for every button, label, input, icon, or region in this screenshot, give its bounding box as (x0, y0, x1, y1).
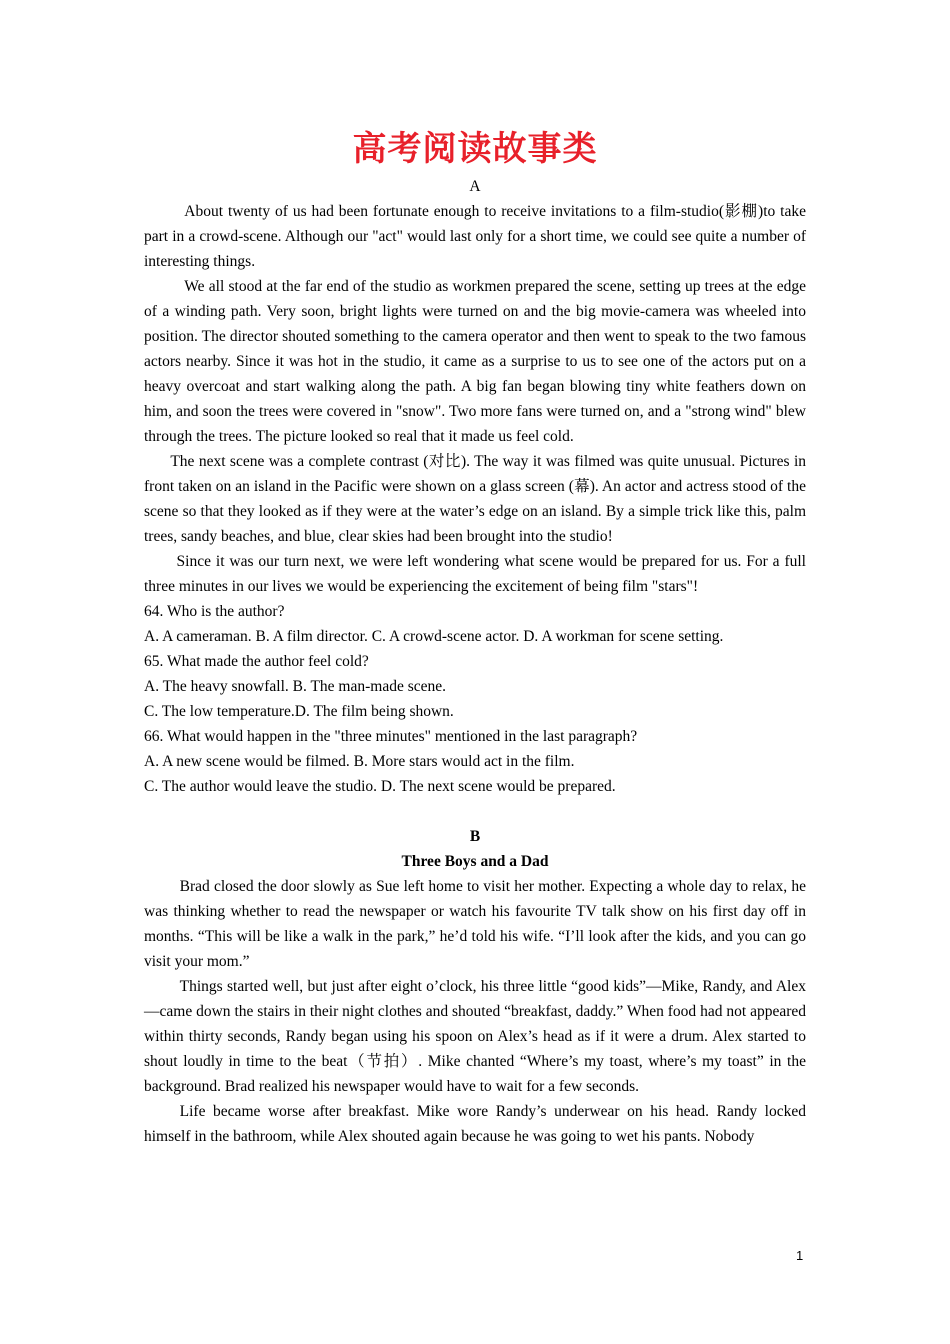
question-65-options: C. The low temperature.D. The film being shown. (144, 703, 454, 720)
page-title: 高考阅读故事类 (352, 131, 598, 168)
section-b-heading: Three Boys and a Dad (401, 853, 549, 870)
section-a-paragraph: The next scene was a complete contrast (对比). The way it was filmed was quite unusual. Pictures in front taken on an island in the Pacific were shown on a glass screen (幕). An actor and actress stood of the scene so that they looked as if they were at the water’s edge on an island. By a simple trick like this, palm trees, sandy beaches, and blue, clear skies had been brought into the studio! (144, 453, 806, 545)
section-b-paragraph: Brad closed the door slowly as Sue left home to visit her mother. Expecting a whole day to relax, he was thinking whether to read the newspaper or watch his favourite TV talk show on his first day off in months. “This will be like a walk in the park,” he’d told his wife. “I’ll look after the kids, and you can go visit your mom.” (144, 878, 806, 970)
question-65-options: A. The heavy snowfall. B. The man-made scene. (144, 678, 447, 695)
section-b-label: B (469, 828, 481, 845)
question-66-options: A. A new scene would be filmed. B. More stars would act in the film. (144, 753, 575, 770)
question-64-stem: 64. Who is the author? (144, 603, 285, 620)
question-66-options: C. The author would leave the studio. D. The next scene would be prepared. (144, 778, 616, 795)
question-66-stem: 66. What would happen in the "three minutes" mentioned in the last paragraph? (144, 728, 638, 745)
question-64-options: A. A cameraman. B. A film director. C. A crowd-scene actor. D. A workman for scene setting. (144, 628, 724, 645)
question-65-stem: 65. What made the author feel cold? (144, 653, 369, 670)
section-b-paragraph: Life became worse after breakfast. Mike wore Randy’s underwear on his head. Randy locked himself in the bathroom, while Alex shouted again because he was going to wet his pants. Nobody (144, 1103, 806, 1145)
document-page (144, 126, 806, 1149)
section-a-paragraph: About twenty of us had been fortunate enough to receive invitations to a film-studio(影棚)to take part in a crowd-scene. Although our "act" would last only for a short time, we could see quite a number of interesting things. (144, 203, 806, 270)
section-a-label: A (469, 178, 481, 195)
section-b-paragraph: Things started well, but just after eight o’clock, his three little “good kids”—Mike, Randy, and Alex—came down the stairs in their night clothes and shouted “breakfast, daddy.” When food had not appeared within thirty seconds, Randy began using his spoon on Alex’s head as if it were a drum. Alex started to shout loudly in time to the beat（节拍）. Mike chanted “Where’s my toast, where’s my toast” in the background. Brad realized his newspaper would have to wait for a few seconds. (144, 978, 806, 1095)
section-a-paragraph: We all stood at the far end of the studio as workmen prepared the scene, setting up trees at the edge of a winding path. Very soon, bright lights were turned on and the big movie-camera was wheeled into position. The director shouted something to the camera operator and then went to speak to the two famous actors nearby. Since it was hot in the studio, it came as a surprise to us to see one of the actors put on a heavy overcoat and start walking along the path. A big fan began blowing tiny white feathers down on him, and soon the trees were covered in "snow". Two more fans were turned on, and a "strong wind" blew through the trees. The picture looked so real that it made us feel cold. (144, 278, 806, 445)
section-divider-gap (144, 799, 806, 824)
section-a-paragraph: Since it was our turn next, we were left wondering what scene would be prepared for us. For a full three minutes in our lives we would be experiencing the excitement of being film "stars"! (144, 553, 806, 595)
page-number: 1 (796, 1248, 804, 1263)
